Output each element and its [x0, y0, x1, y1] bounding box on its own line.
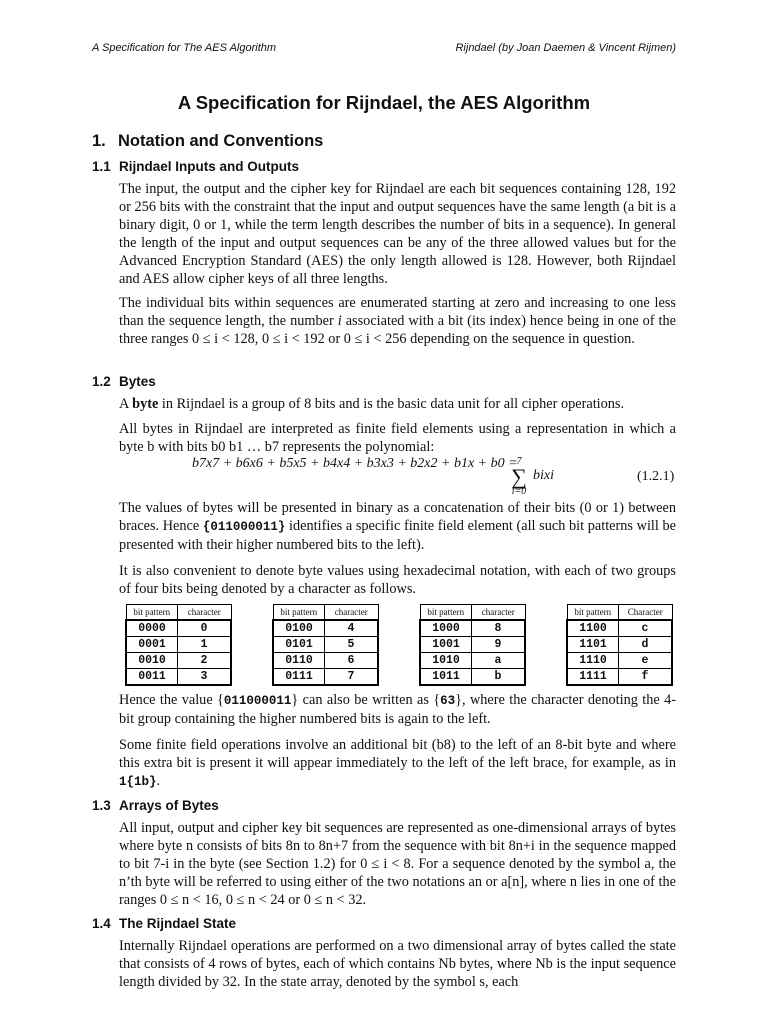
- table-cell: 1010: [420, 653, 472, 669]
- column-header: character: [325, 605, 379, 621]
- section-number: 1.2: [92, 374, 111, 389]
- table-row: [420, 653, 525, 669]
- table-cell: 0010: [126, 653, 178, 669]
- paragraph-inputs-outputs: The input, the output and the cipher key for Rijndael are each bit sequences containing 128, 192 or 256 bits with the constraint that the input and output sequences have the same length (a bit is a binary digit, 0 or 1, while the term length describes the number of bits in a sequence). In general the length of the input and output sequences can be any of the three allowed values but for the Advanced Encryption Standard (AES) the only length allowed is 128. However, both Rijndael and AES allow cipher keys of all three lengths.: [119, 181, 676, 287]
- text: .: [156, 773, 161, 789]
- table-row: [273, 637, 378, 653]
- table-cell: 0101: [273, 637, 325, 653]
- table-cell: 0110: [273, 653, 325, 669]
- table-cell: 0001: [126, 637, 178, 653]
- section-1-3-heading: [92, 798, 219, 813]
- table-row: [567, 653, 672, 669]
- summation-symbol: [511, 457, 527, 497]
- sigma-icon: ∑: [511, 464, 527, 489]
- section-title: Notation and Conventions: [118, 132, 324, 150]
- running-header: [92, 42, 676, 54]
- section-number: 1.4: [92, 916, 111, 931]
- text: The individual bits within sequences are enumerated starting at zero and increasing to one less than the sequence length, the number: [119, 295, 676, 329]
- text-italic: i: [337, 313, 342, 329]
- column-header: character: [178, 605, 232, 621]
- hex-table-1: [125, 604, 232, 686]
- table-row: [420, 620, 525, 637]
- table-cell: 0000: [126, 620, 178, 637]
- paragraph-state: Internally Rijndael operations are performed on a two dimensional array of bytes called the state that consists of 4 rows of bytes, each of which contains Nb bytes, where Nb is the input sequence length divided by 32. In the state array, denoted by the symbol s, each: [119, 938, 676, 990]
- section-number: 1.: [92, 132, 106, 150]
- table-cell: 1110: [567, 653, 619, 669]
- text: } can also be written as {: [291, 692, 441, 708]
- text: identifies a specific finite field element (all such bit patterns will be presented with their higher numbered bits to the left).: [119, 518, 676, 553]
- text: Hence the value {: [119, 692, 224, 708]
- table-row: [273, 669, 378, 686]
- code: {011000011}: [202, 520, 286, 534]
- text: in Rijndael is a group of 8 bits and is the basic data unit for all cipher operations.: [158, 396, 625, 412]
- hex-table-4: [566, 604, 673, 686]
- table-row: [126, 637, 231, 653]
- text: }, where the character denoting the 4-bit group containing the higher numbered bits is again to the left.: [119, 692, 676, 727]
- table-row: [273, 653, 378, 669]
- text-bold: byte: [132, 396, 159, 412]
- table-cell: b: [472, 669, 526, 686]
- table-cell: 1100: [567, 620, 619, 637]
- section-1-2-heading: [92, 374, 156, 389]
- table-cell: 3: [178, 669, 232, 686]
- table-row: [126, 620, 231, 637]
- table-cell: 1001: [420, 637, 472, 653]
- table-cell: 4: [325, 620, 379, 637]
- sum-lower-limit: i=0: [511, 486, 527, 497]
- table-cell: e: [619, 653, 673, 669]
- code: 1{1b}: [119, 775, 157, 789]
- hex-table-3: [419, 604, 526, 686]
- table-row: [273, 620, 378, 637]
- table-cell: 0111: [273, 669, 325, 686]
- summation-term: bixi: [533, 468, 554, 483]
- table-cell: 1101: [567, 637, 619, 653]
- column-header: bit pattern: [567, 605, 619, 621]
- text: associated with a bit (its index) hence being in one of the three ranges 0 ≤ i < 128, 0 ≤ i < 192 or 0 ≤ i < 256 depending on the sequence in question.: [119, 313, 677, 347]
- table-row: [567, 637, 672, 653]
- section-title: The Rijndael State: [119, 916, 237, 931]
- table-cell: 7: [325, 669, 379, 686]
- table-cell: 1111: [567, 669, 619, 686]
- section-number: 1.1: [92, 159, 111, 174]
- paragraph-byte-arrays: All input, output and cipher key bit sequences are represented as one-dimensional arrays of bytes where byte n consists of bits 8n to 8n+7 from the sequence with bit 8n+i in the sequence mapped to bit 7-i in the byte (see Section 1.2) for 0 ≤ i < 8. For a sequence denoted by the symbol a, the n’th byte will be referred to using either of the two notations an or a[n], where n lies in one of the ranges 0 ≤ n < 16, 0 ≤ n < 24 or 0 ≤ n < 32.: [119, 820, 676, 908]
- paragraph-hex-example: [119, 691, 676, 728]
- table-row: [567, 669, 672, 686]
- table-cell: 8: [472, 620, 526, 637]
- column-header: Character: [619, 605, 673, 621]
- section-title: Bytes: [119, 374, 156, 389]
- section-1-1-heading: [92, 159, 299, 174]
- paragraph-byte-definition: [119, 395, 676, 413]
- header-left: A Specification for The AES Algorithm: [92, 42, 277, 54]
- column-header: character: [472, 605, 526, 621]
- section-title: Rijndael Inputs and Outputs: [119, 159, 299, 174]
- column-header: bit pattern: [273, 605, 325, 621]
- section-1-4-heading: [92, 916, 236, 931]
- paragraph-bit-enumeration: [119, 294, 676, 348]
- section-title: Arrays of Bytes: [119, 798, 219, 813]
- paragraph-binary-notation: [119, 499, 676, 554]
- equation-number: (1.2.1): [637, 469, 675, 484]
- text: Some finite field operations involve an additional bit (b8) to the left of an 8-bit byte and where this extra bit is present it will appear immediately to the left of the left brace, for example, as in: [119, 737, 676, 771]
- page-title: A Specification for Rijndael, the AES Algorithm: [177, 92, 591, 113]
- table-row: [420, 669, 525, 686]
- table-row: [567, 620, 672, 637]
- hex-table-2: [272, 604, 379, 686]
- table-cell: c: [619, 620, 673, 637]
- section-number: 1.3: [92, 798, 111, 813]
- table-row: [126, 653, 231, 669]
- table-cell: 1011: [420, 669, 472, 686]
- text: A: [119, 396, 133, 412]
- header-right: Rijndael (by Joan Daemen & Vincent Rijmen): [455, 42, 676, 54]
- paragraph-hex-notation: It is also convenient to denote byte values using hexadecimal notation, with each of two groups of four bits being denoted by a character as follows.: [119, 563, 676, 597]
- table-cell: 0011: [126, 669, 178, 686]
- text: The values of bytes will be presented in binary as a concatenation of their bits (0 or 1) between braces. Hence: [119, 500, 676, 534]
- code: 63: [440, 694, 456, 708]
- table-cell: d: [619, 637, 673, 653]
- table-row: [126, 669, 231, 686]
- table-cell: 1000: [420, 620, 472, 637]
- table-cell: 5: [325, 637, 379, 653]
- table-cell: 0100: [273, 620, 325, 637]
- table-cell: 2: [178, 653, 232, 669]
- code: 011000011: [223, 694, 292, 708]
- polynomial-equation: b7x7 + b6x6 + b5x5 + b4x4 + b3x3 + b2x2 + b1x + b0 =: [192, 456, 518, 471]
- table-cell: 6: [325, 653, 379, 669]
- table-cell: 1: [178, 637, 232, 653]
- sum-upper-limit: 7: [516, 456, 522, 467]
- table-cell: 0: [178, 620, 232, 637]
- table-cell: f: [619, 669, 673, 686]
- paragraph-extra-bit: [119, 736, 676, 791]
- column-header: bit pattern: [126, 605, 178, 621]
- column-header: bit pattern: [420, 605, 472, 621]
- table-row: [420, 637, 525, 653]
- section-1-heading: [92, 132, 323, 151]
- table-cell: 9: [472, 637, 526, 653]
- table-cell: a: [472, 653, 526, 669]
- paragraph-finite-field: All bytes in Rijndael are interpreted as finite field elements using a representation in which a byte b with bits b0 b1 … b7 represents the polynomial:: [119, 421, 676, 455]
